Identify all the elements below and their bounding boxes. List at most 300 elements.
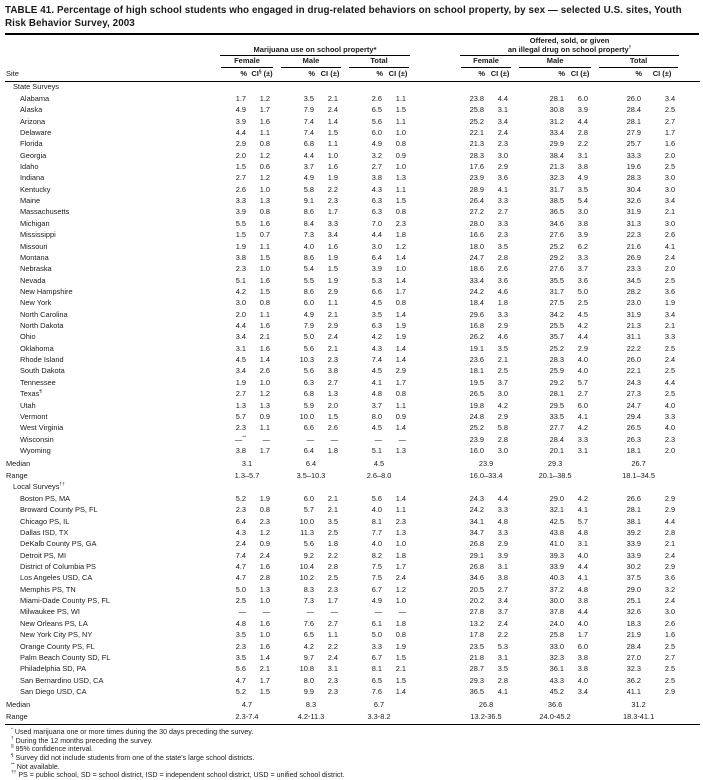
row-tail (682, 584, 700, 595)
data-row (5, 493, 700, 504)
percent-cell: 9.9 (303, 686, 314, 696)
ci-cell: 2.2 (327, 550, 338, 560)
group-header-row (5, 35, 700, 56)
column-gap (413, 411, 457, 422)
ci-cell: 3.3 (664, 332, 676, 342)
ci-cell: 2.3 (395, 218, 407, 228)
female-header-1: Female (217, 56, 277, 68)
percent-cell: 5.9 (303, 400, 314, 410)
percent-cell: 2.0 (235, 150, 246, 160)
ci-cell: 2.2 (577, 139, 589, 149)
ci-cell: 1.9 (664, 298, 676, 308)
ci-cell: 2.8 (259, 573, 270, 583)
percent-cell: 38.5 (549, 196, 565, 206)
ci-cell: 1.3 (327, 389, 338, 399)
percent-cell: — (238, 607, 246, 617)
percent-header: % (595, 68, 642, 81)
range-row (5, 710, 700, 724)
percent-cell: 32.6 (626, 607, 642, 617)
ci-cell: 2.8 (497, 434, 509, 444)
row-tail (682, 218, 700, 229)
ci-cell: 2.3 (395, 516, 407, 526)
ci-cell: 2.1 (327, 343, 338, 353)
ci-cell: 1.0 (259, 630, 270, 640)
row-tail (682, 366, 700, 377)
data-row (5, 104, 700, 115)
ci-cell: 3.8 (577, 664, 589, 674)
ci-cell: 3.8 (327, 366, 338, 376)
percent-cell: 24.7 (469, 252, 485, 262)
percent-cell: 2.3 (235, 641, 246, 651)
median-label: Median (6, 458, 31, 468)
ci-cell: 1.5 (395, 196, 407, 206)
percent-cell: 33.0 (549, 641, 565, 651)
percent-cell: — (374, 434, 382, 444)
percent-cell: 34.6 (469, 573, 485, 583)
site-name: Texas¶ (20, 389, 42, 399)
percent-cell: 28.4 (626, 641, 642, 651)
percent-cell: 1.3 (235, 400, 246, 410)
ci-cell: 3.3 (577, 434, 589, 444)
ci-cell: 3.8 (497, 573, 509, 583)
percent-cell: 4.2 (303, 641, 314, 651)
ci-cell: 2.2 (327, 641, 338, 651)
median-row (5, 457, 700, 470)
table-body (5, 81, 700, 724)
column-gap (413, 493, 457, 504)
ci-cell: 4.4 (664, 377, 676, 387)
ci-cell: 0.8 (259, 505, 270, 515)
data-row (5, 504, 700, 515)
percent-cell: 30.4 (626, 184, 642, 194)
row-tail (682, 527, 700, 538)
ci-cell: 1.7 (395, 561, 407, 571)
ci-cell: 0.8 (395, 389, 407, 399)
median-value: 8.3 (305, 699, 317, 709)
ci-cell: 2.9 (497, 411, 509, 421)
site-name: Broward County PS, FL (20, 505, 98, 515)
ci-cell: 3.0 (497, 445, 509, 455)
median-value: 36.6 (547, 699, 563, 709)
ci-cell: 1.0 (395, 539, 407, 549)
percent-cell: 9.2 (303, 550, 314, 560)
ci-cell: 1.1 (259, 127, 270, 137)
ci-cell: 6.0 (577, 93, 589, 103)
column-gap (413, 377, 457, 388)
percent-cell: 8.6 (303, 207, 314, 217)
percent-cell: 33.4 (469, 275, 485, 285)
site-name: Oklahoma (20, 343, 54, 353)
site-name: Milwaukee PS, WI (20, 607, 80, 617)
ci-cell: 2.9 (497, 321, 509, 331)
percent-cell: 6.0 (303, 493, 314, 503)
ci-cell: 4.2 (577, 321, 589, 331)
site-name: Montana (20, 252, 49, 262)
range-value: 13.2-36.5 (457, 710, 515, 724)
row-tail (682, 138, 700, 149)
column-gap (413, 629, 457, 640)
range-value: 1.3–5.7 (234, 471, 260, 481)
column-gap (413, 207, 457, 218)
range-value: 3.5–10.3 (296, 471, 326, 481)
percent-cell: 36.1 (549, 664, 565, 674)
percent-cell: 28.1 (549, 93, 565, 103)
site-name: Missouri (20, 241, 48, 251)
range-label: Range (6, 471, 28, 481)
percent-cell: 23.0 (626, 298, 642, 308)
percent-cell: 31.7 (549, 286, 565, 296)
ci-cell: 2.8 (497, 252, 509, 262)
percent-cell: 28.1 (626, 505, 642, 515)
ci-cell: 1.0 (259, 596, 270, 606)
percent-cell: 34.2 (549, 309, 565, 319)
ci-cell: 1.4 (395, 423, 407, 433)
data-row (5, 275, 700, 286)
ci-cell: 4.0 (577, 355, 589, 365)
ci-cell: 4.4 (497, 93, 509, 103)
percent-cell: 7.7 (371, 527, 382, 537)
column-gap (413, 229, 457, 240)
ci-cell: 1.2 (259, 93, 270, 103)
ci-cell: 1.3 (259, 196, 270, 206)
percent-cell: 7.5 (371, 561, 382, 571)
data-row (5, 618, 700, 629)
percent-cell: 26.8 (469, 561, 485, 571)
ci-cell: 1.0 (259, 184, 270, 194)
percent-cell: —** (234, 434, 246, 444)
percent-cell: 6.7 (371, 652, 382, 662)
percent-header: % (515, 68, 565, 81)
percent-cell: 4.9 (303, 309, 314, 319)
ci-cell: 1.4 (327, 116, 338, 126)
data-row (5, 366, 700, 377)
footnote: § 95% confidence interval. (11, 744, 93, 754)
percent-cell: 3.0 (235, 298, 246, 308)
ci-cell: 3.8 (577, 162, 589, 171)
ci-cell: 3.0 (664, 184, 676, 194)
ci-cell: 0.7 (259, 230, 270, 240)
percent-cell: 8.1 (371, 516, 382, 526)
site-name: Georgia (20, 150, 47, 160)
ci-cell: 1.6 (259, 321, 270, 331)
range-value: 3.3-8.2 (345, 710, 413, 724)
row-tail (682, 320, 700, 331)
range-value: 24.0-45.2 (515, 710, 595, 724)
median-value: 23.9 (478, 458, 494, 468)
row-tail (682, 298, 700, 309)
percent-cell: 8.6 (303, 286, 314, 296)
percent-cell: 25.8 (549, 630, 565, 640)
percent-cell: 1.9 (235, 241, 246, 251)
column-gap (413, 469, 457, 482)
site-column-header: Site (5, 35, 217, 81)
ci-cell: 2.8 (577, 127, 589, 137)
percent-cell: 3.5 (235, 630, 246, 640)
percent-cell: 4.8 (371, 389, 382, 399)
column-gap (413, 161, 457, 172)
percent-cell: 4.5 (371, 298, 382, 308)
percent-cell: 29.4 (626, 411, 642, 421)
ci-cell: — (330, 607, 338, 617)
column-gap (413, 116, 457, 127)
percent-cell: 2.7 (371, 162, 382, 171)
percent-cell: 26.0 (626, 355, 642, 365)
row-tail (682, 641, 700, 652)
ci-cell: 1.4 (395, 275, 407, 285)
row-tail (682, 663, 700, 674)
ci-cell: 0.6 (259, 162, 270, 171)
column-gap (413, 150, 457, 161)
data-row (5, 434, 700, 445)
ci-cell: 2.8 (327, 561, 338, 571)
ci-cell: 2.9 (327, 286, 338, 296)
row-tail (682, 195, 700, 206)
percent-cell: 1.9 (235, 377, 246, 387)
ci-cell: 5.0 (577, 286, 589, 296)
ci-cell: 1.6 (259, 641, 270, 651)
percent-cell: 5.2 (235, 686, 246, 696)
yrbs-table-41 (5, 35, 700, 725)
ci-cell: 4.8 (577, 584, 589, 594)
percent-cell: 10.8 (299, 664, 314, 674)
column-gap (413, 710, 457, 724)
ci-cell: 2.2 (497, 630, 509, 640)
ci-cell: 0.8 (259, 139, 270, 149)
row-tail (682, 434, 700, 445)
median-label: Median (6, 699, 31, 709)
ci-cell: 1.4 (395, 343, 407, 353)
percent-cell: 4.1 (371, 377, 382, 387)
row-tail (682, 150, 700, 161)
row-tail (682, 377, 700, 388)
percent-cell: 25.2 (469, 423, 485, 433)
percent-cell: 6.0 (371, 127, 382, 137)
percent-cell: 25.2 (549, 241, 565, 251)
site-name: Indiana (20, 173, 45, 183)
data-row (5, 595, 700, 606)
ci-cell: 2.4 (327, 652, 338, 662)
percent-cell: 28.4 (549, 434, 565, 444)
percent-cell: 29.3 (469, 675, 485, 685)
ci-cell: 3.1 (577, 445, 589, 455)
ci-cell: 4.0 (577, 675, 589, 685)
row-tail (682, 252, 700, 263)
percent-cell: 25.2 (469, 116, 485, 126)
ci-cell: 1.5 (259, 686, 270, 696)
percent-cell: 4.4 (235, 321, 246, 331)
group-header-offered-drug: Offered, sold, or given an illegal drug on school property† (457, 35, 682, 56)
percent-cell: 2.0 (235, 309, 246, 319)
ci-cell: 2.5 (664, 105, 676, 115)
ci-header: CI (±) (642, 68, 682, 81)
ci-cell: 2.6 (327, 423, 338, 433)
ci-cell: 2.6 (259, 366, 270, 376)
percent-cell: 5.6 (371, 493, 382, 503)
column-gap (413, 538, 457, 549)
column-gap (413, 607, 457, 618)
ci-cell: 1.0 (395, 596, 407, 606)
ci-cell: 1.3 (395, 445, 407, 455)
ci-cell: 3.3 (327, 218, 338, 228)
ci-cell: 1.8 (497, 298, 509, 308)
ci-cell: 1.5 (395, 105, 407, 115)
percent-cell: 3.9 (371, 264, 382, 274)
ci-cell: 2.7 (327, 618, 338, 628)
ci-cell: 2.0 (664, 264, 676, 274)
section-label: Local Surveys†† (13, 482, 65, 492)
percent-cell: 6.5 (371, 675, 382, 685)
row-tail (682, 263, 700, 274)
site-name: Kentucky (20, 184, 51, 194)
row-tail (682, 286, 700, 297)
percent-cell: 24.3 (469, 493, 485, 503)
percent-cell: 24.2 (469, 505, 485, 515)
range-value: 18.1–34.5 (622, 471, 656, 481)
ci-cell: 1.6 (259, 618, 270, 628)
ci-cell: 2.9 (497, 162, 509, 171)
site-name: Dallas ISD, TX (20, 527, 69, 537)
percent-cell: 2.5 (235, 596, 246, 606)
ci-cell: 4.6 (497, 286, 509, 296)
percent-cell: 18.6 (469, 264, 485, 274)
row-tail (682, 607, 700, 618)
percent-cell: — (306, 607, 314, 617)
ci-cell: 1.9 (259, 493, 270, 503)
ci-cell: 1.7 (577, 630, 589, 640)
median-value: 26.7 (631, 458, 646, 468)
site-name: Nevada (20, 275, 46, 285)
percent-cell: 13.2 (469, 618, 485, 628)
ci-cell: 3.5 (577, 184, 589, 194)
ci-cell: 1.0 (395, 264, 407, 274)
percent-cell: 33.9 (626, 539, 642, 549)
percent-cell: 2.6 (235, 184, 246, 194)
column-gap (413, 550, 457, 561)
ci-cell: 0.9 (259, 411, 270, 421)
total-header-1: Total (345, 56, 413, 68)
percent-cell: 6.3 (371, 321, 382, 331)
ci-cell: 4.1 (577, 573, 589, 583)
ci-cell: 2.5 (664, 389, 676, 399)
ci-cell: 2.0 (664, 445, 676, 455)
ci-cell: 2.0 (664, 150, 676, 160)
ci-cell: 4.1 (664, 241, 676, 251)
percent-cell: 29.9 (549, 139, 565, 149)
percent-cell: 4.3 (371, 184, 382, 194)
ci-cell: 1.9 (395, 321, 407, 331)
ci-cell: 2.5 (664, 675, 676, 685)
ci-cell: 5.4 (577, 196, 589, 206)
percent-cell: 38.1 (626, 516, 642, 526)
site-name: San Bernardino USD, CA (20, 675, 104, 685)
percent-cell: 36.5 (549, 207, 565, 217)
site-name: North Dakota (20, 321, 64, 331)
ci-cell: 4.4 (577, 561, 589, 571)
percent-cell: 6.0 (303, 298, 314, 308)
ci-cell: 2.4 (664, 252, 676, 262)
ci-cell: 2.3 (327, 584, 338, 594)
ci-cell: 4.6 (497, 332, 509, 342)
column-gap (413, 332, 457, 343)
ci-cell: 4.2 (577, 423, 589, 433)
ci-cell: — (398, 434, 407, 444)
percent-cell: 23.8 (469, 93, 485, 103)
percent-cell: 43.3 (549, 675, 565, 685)
row-tail (682, 675, 700, 686)
site-name: Memphis PS, TN (20, 584, 76, 594)
ci-cell: 1.7 (259, 675, 270, 685)
ci-cell: 4.4 (577, 607, 589, 617)
percent-cell: 2.6 (371, 93, 382, 103)
column-gap (413, 354, 457, 365)
row-tail (682, 710, 700, 724)
ci-cell: 3.9 (577, 230, 589, 240)
percent-cell: 2.7 (235, 173, 246, 183)
ci-cell: 2.8 (497, 675, 509, 685)
ci-cell: 3.1 (327, 664, 338, 674)
ci-cell: 2.1 (259, 332, 270, 342)
ci-cell: 3.6 (577, 275, 589, 285)
column-gap (413, 173, 457, 184)
ci-cell: 2.2 (327, 184, 338, 194)
column-gap (413, 343, 457, 354)
percent-cell: — (306, 434, 314, 444)
column-gap (413, 218, 457, 229)
data-row (5, 550, 700, 561)
ci-cell: 1.8 (395, 618, 407, 628)
ci-cell: 2.4 (327, 332, 338, 342)
site-name: Miami-Dade County PS, FL (20, 596, 110, 606)
percent-cell: 16.8 (469, 321, 485, 331)
row-tail (682, 275, 700, 286)
site-name: Michigan (20, 218, 50, 228)
site-name: Utah (20, 400, 36, 410)
site-name: New York (20, 298, 52, 308)
percent-cell: 28.1 (626, 116, 642, 126)
range-value: 2.6–8.0 (366, 471, 392, 481)
data-row (5, 127, 700, 138)
data-row (5, 252, 700, 263)
ci-cell: 2.9 (497, 539, 509, 549)
ci-cell: 2.5 (664, 343, 676, 353)
ci-header: CI (±) (315, 68, 345, 81)
percent-cell: 24.8 (469, 411, 485, 421)
percent-cell: 19.5 (469, 377, 485, 387)
data-row (5, 573, 700, 584)
ci-cell: 2.1 (664, 539, 676, 549)
ci-cell: 1.4 (259, 652, 270, 662)
percent-cell: 2.7 (235, 389, 246, 399)
ci-cell: 1.6 (327, 162, 338, 171)
footnotes (5, 725, 699, 780)
ci-cell: 2.7 (497, 207, 509, 217)
ci-cell: 4.8 (577, 527, 589, 537)
ci-cell: 1.9 (395, 332, 407, 342)
ci-cell: 1.6 (259, 218, 270, 228)
ci-cell: 4.2 (577, 493, 589, 503)
row-tail (682, 388, 700, 399)
percent-cell: 18.0 (469, 241, 485, 251)
ci-cell: 1.6 (259, 343, 270, 353)
ci-cell: 1.2 (259, 150, 270, 160)
percent-cell: 26.5 (469, 389, 485, 399)
percent-cell: 37.8 (549, 607, 565, 617)
percent-cell: 21.3 (469, 139, 485, 149)
percent-cell: 25.8 (469, 105, 485, 115)
column-gap (413, 434, 457, 445)
percent-cell: 4.3 (371, 343, 382, 353)
percent-cell: 19.6 (626, 162, 642, 171)
